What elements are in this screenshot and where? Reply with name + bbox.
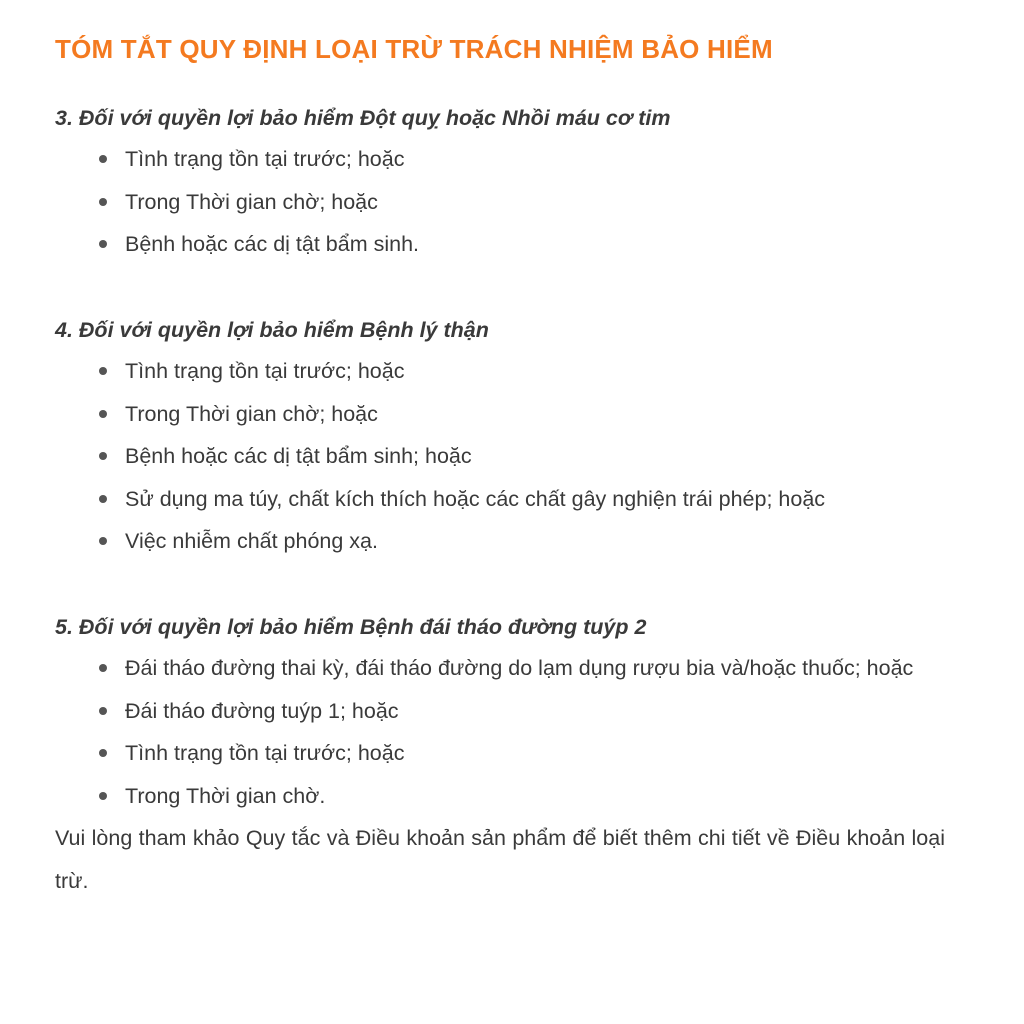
- list-item-text: Tình trạng tồn tại trước; hoặc: [125, 147, 405, 171]
- bullet-icon: [99, 452, 107, 460]
- list-item-text: Việc nhiễm chất phóng xạ.: [125, 529, 378, 553]
- list-item: [55, 393, 975, 436]
- list-item: [55, 181, 975, 224]
- section-type-2-diabetes: [55, 607, 975, 817]
- list-item-text: Trong Thời gian chờ.: [125, 783, 326, 808]
- list-item-text: Trong Thời gian chờ; hoặc: [125, 189, 378, 214]
- section-heading: 5. Đối với quyền lợi bảo hiểm Bệnh đái tháo đường tuýp 2: [55, 615, 647, 639]
- list-item-text: Tình trạng tồn tại trước; hoặc: [125, 359, 405, 383]
- list-item: [55, 138, 975, 181]
- list-item-text: Đái tháo đường tuýp 1; hoặc: [125, 698, 399, 723]
- list-item-text: Đái tháo đường thai kỳ, đái tháo đường do lạm dụng rượu bia và/hoặc thuốc; hoặc: [125, 656, 914, 680]
- bullet-icon: [99, 749, 107, 757]
- list-item: [55, 732, 975, 775]
- list-item: [55, 350, 975, 393]
- bullet-icon: [99, 792, 107, 800]
- list-item-text: Bệnh hoặc các dị tật bẩm sinh; hoặc: [125, 444, 472, 468]
- bullet-icon: [99, 495, 107, 503]
- exclusion-list: [55, 350, 975, 563]
- list-item-text: Bệnh hoặc các dị tật bẩm sinh.: [125, 232, 420, 256]
- list-item-text: Tình trạng tồn tại trước; hoặc: [125, 741, 405, 765]
- list-item: [55, 478, 975, 521]
- bullet-icon: [99, 155, 107, 163]
- bullet-icon: [99, 198, 107, 206]
- footer-note: Vui lòng tham khảo Quy tắc và Điều khoản sản phẩm để biết thêm chi tiết về Điều khoản loại trừ.: [55, 826, 945, 893]
- section-heading: 3. Đối với quyền lợi bảo hiểm Đột quỵ hoặc Nhồi máu cơ tim: [55, 106, 671, 130]
- list-item: [55, 647, 975, 690]
- bullet-icon: [99, 367, 107, 375]
- list-item: [55, 690, 975, 733]
- section-heading: 4. Đối với quyền lợi bảo hiểm Bệnh lý thận: [55, 318, 489, 342]
- list-item: [55, 520, 975, 563]
- list-item-text: Sử dụng ma túy, chất kích thích hoặc các chất gây nghiện trái phép; hoặc: [125, 486, 826, 511]
- bullet-icon: [99, 240, 107, 248]
- bullet-icon: [99, 537, 107, 545]
- exclusion-list: [55, 647, 975, 817]
- bullet-icon: [99, 664, 107, 672]
- bullet-icon: [99, 707, 107, 715]
- list-item: [55, 775, 975, 818]
- list-item: [55, 435, 975, 478]
- list-item-text: Trong Thời gian chờ; hoặc: [125, 401, 378, 426]
- page-title: TÓM TẮT QUY ĐỊNH LOẠI TRỪ TRÁCH NHIỆM BẢO HIỂM: [55, 34, 773, 64]
- section-stroke-heart-attack: [55, 98, 975, 266]
- list-item: [55, 223, 975, 266]
- bullet-icon: [99, 410, 107, 418]
- section-kidney-disease: [55, 310, 975, 563]
- exclusion-list: [55, 138, 975, 266]
